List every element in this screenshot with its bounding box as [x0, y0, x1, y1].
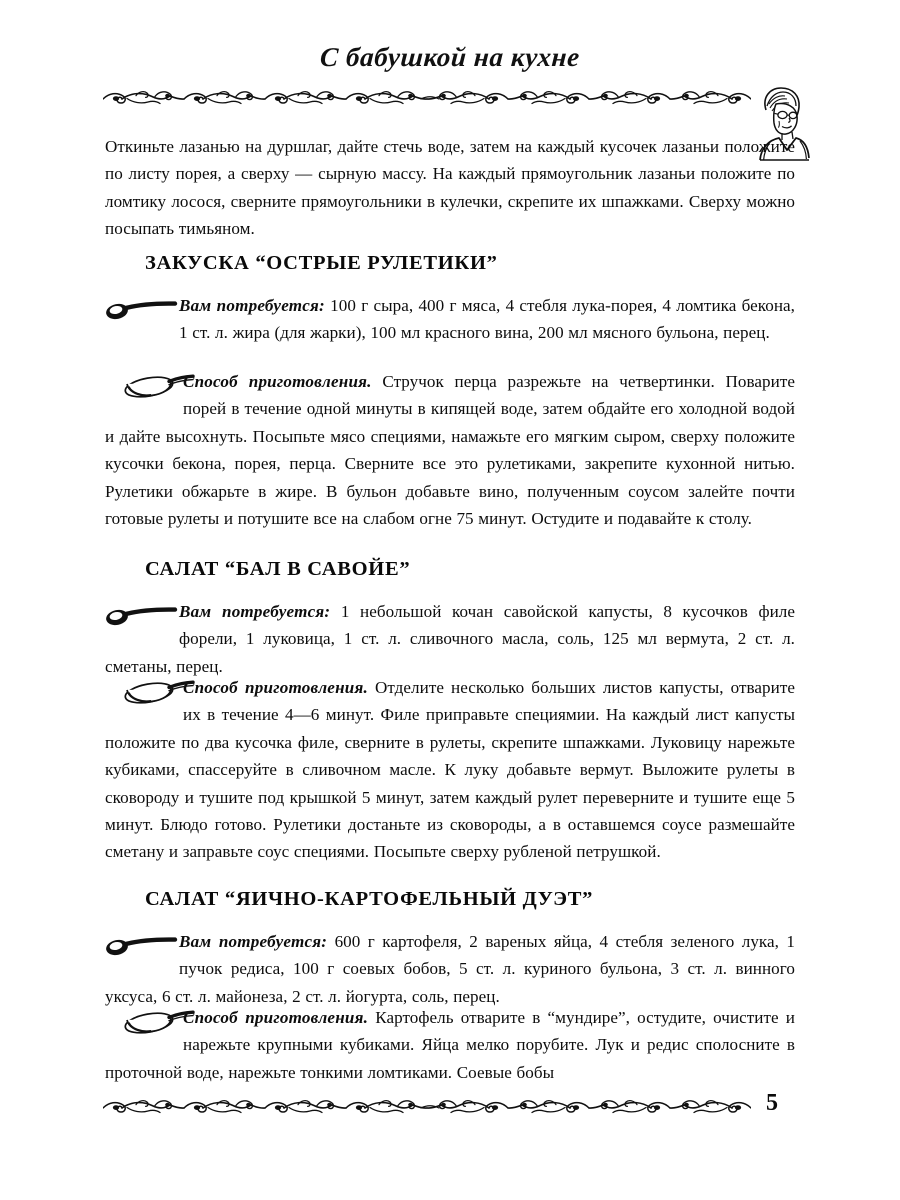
page-title: С бабушкой на кухне [319, 42, 581, 72]
recipe-1-ingredients [105, 292, 795, 347]
intro-paragraph-block [105, 133, 795, 243]
method-label-2: Способ приготовления. [183, 678, 368, 697]
recipe-3 [105, 886, 795, 912]
recipe-1-ingredients-block [105, 292, 795, 347]
recipe-1-title: ЗАКУСКА “ОСТРЫЕ РУЛЕТИКИ” [145, 252, 498, 274]
spoon-icon [105, 602, 181, 628]
frying-pan-icon [123, 1006, 195, 1040]
recipe-2 [105, 556, 795, 582]
recipe-3-method [105, 1004, 795, 1086]
recipe-3-ingredients-text: 600 г картофеля, 2 вареных яйца, 4 стебля зеленого лука, 1 пучок редиса, 100 г соевых бобов, 5 ст. л. куриного бульона, 3 ст. л. винного уксуса, 6 ст. л. майонеза, 2 ст. л. йогурта, соль, перец. [105, 932, 796, 1006]
spoon-icon [105, 296, 181, 322]
recipe-2-method [105, 674, 795, 866]
page-header [0, 42, 900, 122]
recipe-3-ingredients [105, 928, 795, 1010]
method-label-3: Способ приготовления. [183, 1008, 369, 1027]
recipe-1 [105, 250, 795, 276]
recipe-2-ingredients-text: 1 небольшой кочан савойской капусты, 8 кусочков филе форели, 1 луковица, 1 ст. л. сливочного масла, соль, 125 мл вермута, 2 ст. л. сметаны, перец. [105, 602, 795, 676]
ingredients-label-1: Вам потребуется: [179, 296, 325, 315]
recipe-2-method-block [105, 674, 795, 866]
header-ornament-divider [103, 86, 751, 112]
frying-pan-icon [123, 676, 195, 710]
frying-pan-icon [123, 370, 195, 404]
recipe-3-method-text: Картофель отварите в “мундире”, остудите, очистите и нарежьте крупными кубиками. Яйца мелко порубите. Лук и редис сполосните в проточной воде, нарежьте тонкими ломтиками. Соевые бобы [105, 1008, 796, 1082]
ingredients-label-3: Вам потребуется: [179, 932, 328, 951]
recipe-1-method-block [105, 368, 795, 532]
page-number: 5 [766, 1090, 778, 1116]
spoon-icon [105, 932, 181, 958]
footer-ornament-divider [103, 1095, 751, 1121]
recipe-2-method-text: Отделите несколько больших листов капусты, отварите их в течение 4—6 минут. Филе приправьте специямии. На каждый лист капусты положите по два кусочка филе, сверните в рулеты, скрепите шпажками. Луковицу нарежьте кубиками, спассеруйте в сливочном масле. К луку добавьте вермут. Выложите рулеты в сковороду и тушите под крышкой 5 минут, затем каждый рулет переверните и тушите еще 5 минут. Блюдо готово. Рулетики достаньте из сковороды, а в оставшемся соусе размешайте сметану и заправьте соус специями. Посыпьте сверху рубленой петрушкой. [105, 678, 795, 862]
recipe-3-ingredients-block [105, 928, 795, 1010]
recipe-3-method-block [105, 1004, 795, 1086]
intro-paragraph: Откиньте лазанью на дуршлаг, дайте стечь воде, затем на каждый кусочек лазаньи положите по листу порея, а сверху — сырную массу. На каждый прямоугольник лазаньи положите по ломтику лосося, сверните прямоугольники в кулечки, скрепите их шпажками. Сверху можно посыпать тимьяном. [105, 137, 795, 239]
recipe-1-method-text: Стручок перца разрежьте на четвертинки. Поварите порей в течение одной минуты в кипящей воде, затем обдайте его холодной водой и дайте высохнуть. Посыпьте мясо специями, намажьте его мягким сыром, сверху положите кусочки бекона, порея, перца. Сверните все это рулетиками, закрепите кухонной нитью. Рулетики обжарьте в жире. В бульон добавьте вино, полученным соусом залейте почти готовые рулеты и потушите все на слабом огне 75 минут. Остудите и подавайте к столу. [105, 372, 796, 529]
recipe-2-ingredients [105, 598, 795, 680]
recipe-1-method [105, 368, 795, 532]
recipe-2-ingredients-block [105, 598, 795, 680]
ingredients-label-2: Вам потребуется: [179, 602, 331, 621]
recipe-1-ingredients-text: 100 г сыра, 400 г мяса, 4 стебля лука-порея, 4 ломтика бекона, 1 ст. л. жира (для жарки), 100 мл красного вина, 200 мл мясного бульона, перец. [179, 296, 795, 343]
method-label-1: Способ приготовления. [183, 372, 372, 391]
recipe-3-title: САЛАТ “ЯИЧНО-КАРТОФЕЛЬНЫЙ ДУЭТ” [145, 888, 594, 910]
recipe-2-title: САЛАТ “БАЛ В САВОЙЕ” [145, 558, 411, 580]
